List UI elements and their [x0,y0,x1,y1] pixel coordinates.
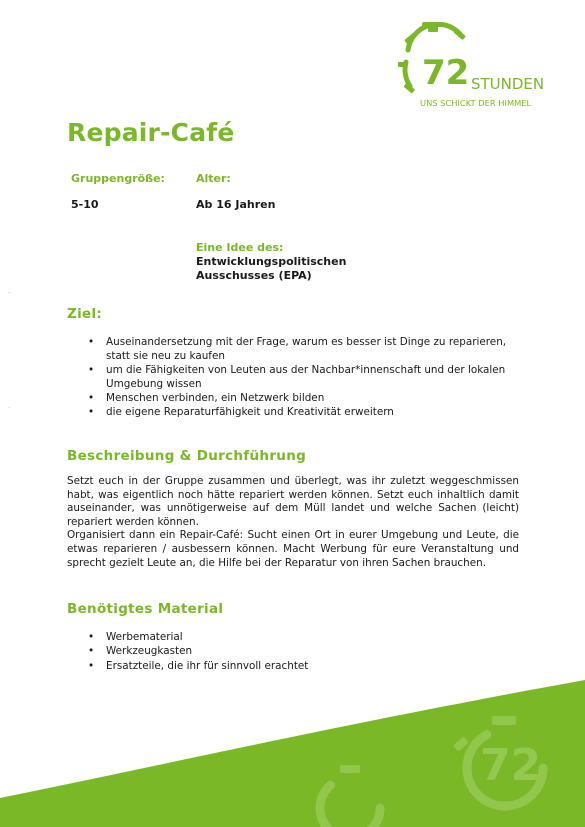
goal-item: • Auseinandersetzung mit der Frage, warum es besser ist Dinge zu reparieren, statt sie neu zu kaufen [86,336,526,363]
material-item: • Werbematerial [86,631,486,645]
goal-item: • Menschen verbinden, ein Netzwerk bilden [86,392,526,406]
goal-item: • um die Fähigkeiten von Leuten aus der Nachbar*innenschaft und der lokalen Umgebung wissen [86,364,526,391]
group-size-label: Gruppengröße: [71,172,165,185]
age-value: Ab 16 Jahren [196,198,276,211]
svg-text:72: 72 [422,53,470,93]
material-heading: Benötigtes Material [67,601,224,617]
material-item: • Ersatzteile, die ihr für sinnvoll erachtet [86,660,486,674]
age-label: Alter: [196,172,231,185]
idea-value-line2: Ausschusses (EPA) [196,269,312,282]
material-list [86,631,486,674]
page-title: Repair-Café [67,118,235,147]
svg-text:UNS SCHICKT DER HIMMEL: UNS SCHICKT DER HIMMEL [420,98,532,108]
72-stunden-logo [398,22,548,117]
footer-wave [0,680,585,827]
margin-mark: · [8,290,10,297]
goal-list [86,336,526,421]
group-size-value: 5-10 [71,198,99,211]
margin-mark: · [8,405,10,412]
svg-text:STUNDEN: STUNDEN [471,75,545,93]
description-heading: Beschreibung & Durchführung [67,448,307,464]
idea-label: Eine Idee des: [196,241,284,254]
description-paragraph: Organisiert dann ein Repair-Café: Sucht einen Ort in eurer Umgebung und Leute, die etwas reparieren / ausbessern können. Macht Werbung für eure Veranstaltung und sprecht gezielt Leute an, die Hilfe bei der Reparatur von ihren Sachen brauchen. [67,529,519,569]
goal-heading: Ziel: [67,306,103,322]
description-paragraph: Setzt euch in der Gruppe zusammen und überlegt, was ihr zuletzt weggeschmissen habt, was eigentlich noch hätte repariert werden können. Setzt euch inhaltlich damit auseinander, was unnötigerweise auf dem Müll landet und welche Sachen (leicht) repariert werden können. [67,475,519,528]
idea-value-line1: Entwicklungspolitischen [196,255,347,268]
material-item: • Werkzeugkasten [86,645,486,659]
description-body [67,475,519,570]
footer-72-mark: 72 [480,740,542,791]
goal-item: • die eigene Reparaturfähigkeit und Kreativität erweitern [86,406,526,420]
